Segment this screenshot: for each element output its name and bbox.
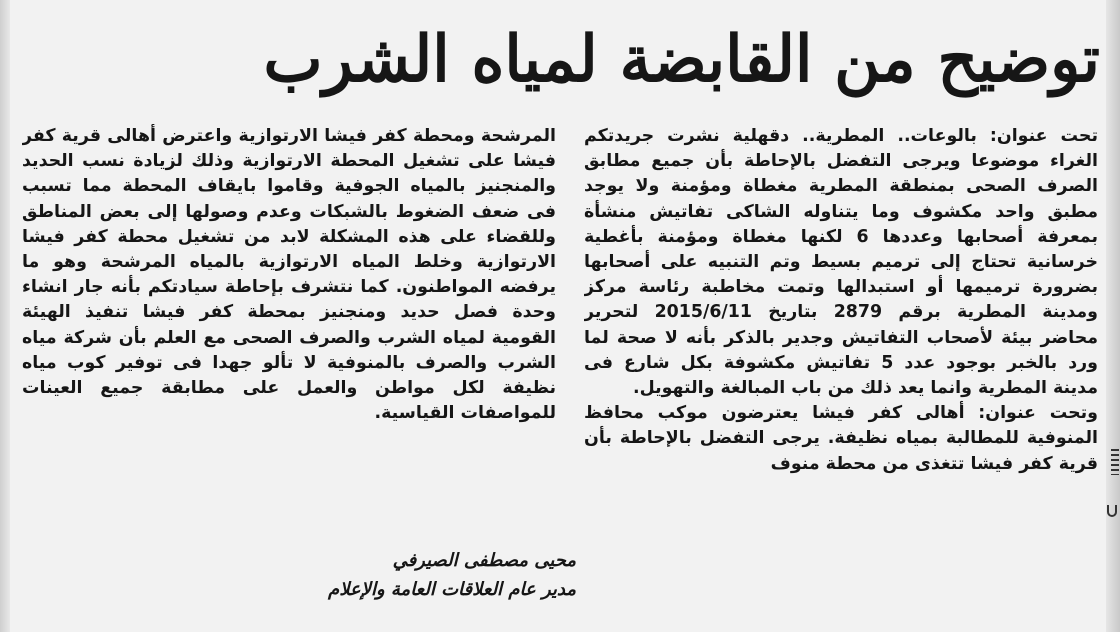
paragraph: تحت عنوان: بالوعات.. المطرية.. دقهلية نشرت جريدتكم الغراء موضوعا ويرجى التفضل بالإحاطة بأن جميع مطابق الصرف الصحى بمنطقة المطرية مغطاة ومؤمنة ولا يوجد مطبق واحد مكشوف وما يتناوله الشاكى تفاتيش منشأة بمعرفة أصحابها وعددها 6 لكنها مغطاة ومؤمنة بأغطية خرسانية تحتاج إلى ترميم بسيط وتم التنبيه على أصحابها بضرورة ترميمها أو استبدالها وتمت مخاطبة رئاسة مركز ومدينة المطرية برقم 2879 بتاريخ 2015/6/11 لتحرير محاضر بيئة لأصحاب التفاتيش وجدير بالذكر بأنه لا صحة لما ورد بالخبر بوجود عدد 5 تفاتيش مكشوفة بكل شارع فى مدينة المطرية وانما يعد ذلك من باب المبالغة والتهويل. [584,126,1098,399]
paragraph: المرشحة ومحطة كفر فيشا الارتوازية واعترض أهالى قرية كفر فيشا على تشغيل المحطة الارتوازية وذلك لزيادة نسب الحديد والمنجنيز بالمياه الجوفية وقاموا بايقاف المحطة مما تسبب فى ضعف الضغوط بالشبكات وعدم وصولها إلى بعض المناطق وللقضاء على هذه المشكلة لابد من تشغيل محطة كفر فيشا الارتوازية وخلط المياه الارتوازية بالمياه المرشحة وهو ما يرفضه المواطنون. كما نتشرف بإحاطة سيادتكم بأنه جار انشاء وحدة فصل حديد ومنجنيز بمحطة كفر فيشا تنفيذ الهيئة القومية لمياه الشرب والصرف الصحى مع العلم بأن شركة مياه الشرب والصرف بالمنوفية لا تألو جهدا فى توفير كوب مياه نظيفة لكل مواطن والعمل على مطابقة جميع العينات للمواصفات القياسية. [22,126,556,424]
edge-print-mark [1107,505,1117,517]
article-column-right [584,124,1098,594]
signature-name: محيى مصطفى الصيرفي [392,550,576,571]
page-edge-right [1106,0,1120,632]
edge-print-mark [1111,449,1119,475]
paragraph: وتحت عنوان: أهالى كفر فيشا يعترضون موكب محافظ المنوفية للمطالبة بمياه نظيفة. يرجى التفضل بالإحاطة بأن قرية كفر فيشا تتغذى من محطة منوف [584,403,1098,474]
article-column-left [22,124,556,594]
signature-title: مدير عام العلاقات العامة والإعلام [328,579,576,600]
page-edge-left [0,0,10,632]
article-headline: توضيح من القابضة لمياه الشرب [263,22,1100,97]
